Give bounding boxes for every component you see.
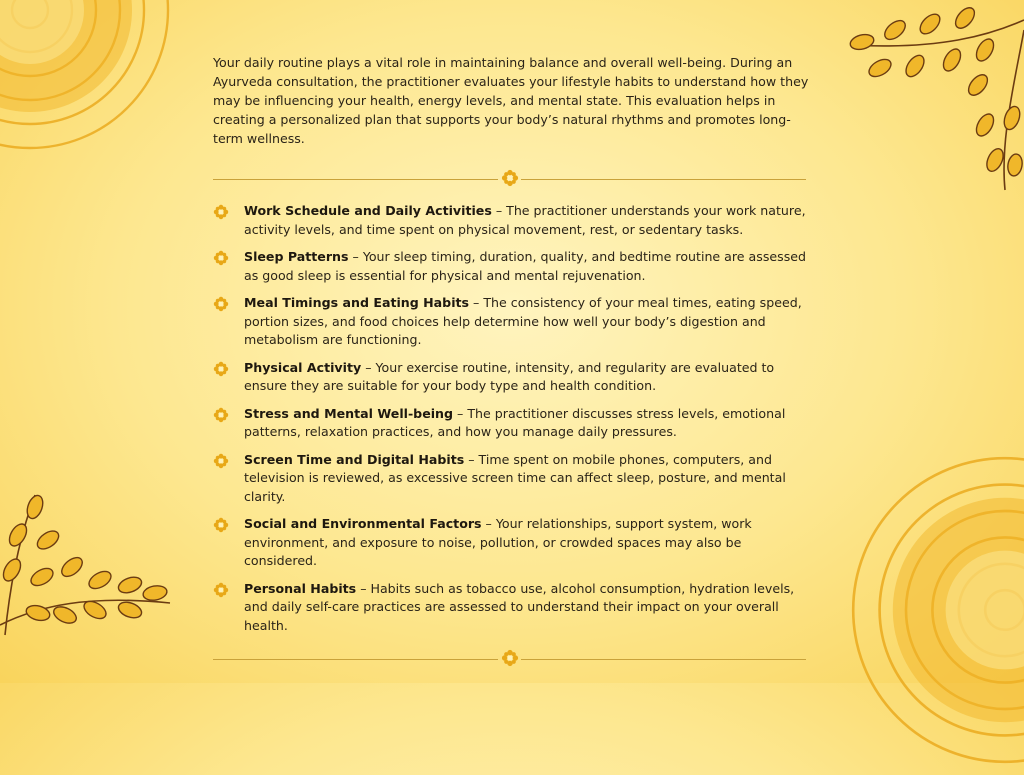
item-title: Personal Habits	[244, 580, 357, 596]
list-item	[213, 294, 813, 350]
item-text: – Your sleep timing, duration, quality, and bedtime routine are assessed as good sleep is essential for physical and mental rejuvenation.	[244, 249, 807, 283]
flower-bullet-icon	[213, 517, 229, 533]
divider	[213, 651, 806, 667]
item-title: Physical Activity	[244, 359, 362, 375]
list-item	[213, 202, 813, 239]
divider-line	[521, 179, 806, 180]
leaf-branch-icon	[0, 485, 175, 650]
item-text: – Your relationships, support system, work environment, and exposure to noise, pollution, or crowded spaces may also be considered.	[244, 516, 752, 568]
assessment-list	[213, 202, 813, 635]
mandala-icon	[0, 0, 180, 160]
list-item	[213, 451, 813, 507]
divider-line	[213, 659, 498, 660]
divider	[213, 171, 806, 187]
item-text: – Time spent on mobile phones, computers, and television is reviewed, as excessive screen time can affect sleep, posture, and mental clarity.	[244, 451, 786, 504]
item-title: Screen Time and Digital Habits	[244, 451, 465, 467]
intro-paragraph: Your daily routine plays a vital role in maintaining balance and overall well-being. During an Ayurveda consultation, the practitioner evaluates your lifestyle habits to understand how they may be influencing your health, energy levels, and mental state. This evaluation helps in creating a personalized plan that supports your body’s natural rhythms and promotes long-term wellness.	[213, 55, 809, 146]
flower-divider-icon	[501, 169, 519, 187]
item-text: – Habits such as tobacco use, alcohol consumption, hydration levels, and daily self-care practices are assessed to understand their impact on your overall health.	[244, 580, 795, 633]
list-item	[213, 515, 813, 571]
divider-line	[213, 179, 498, 180]
item-title: Stress and Mental Well-being	[244, 405, 454, 421]
item-text: – The practitioner understands your work nature, activity levels, and time spent on physical movement, rest, or sedentary tasks.	[244, 203, 806, 237]
flower-bullet-icon	[213, 204, 229, 220]
flower-bullet-icon	[213, 453, 229, 469]
flower-bullet-icon	[213, 361, 229, 377]
mandala-icon	[840, 445, 1024, 775]
list-item	[213, 405, 813, 442]
item-title: Social and Environmental Factors	[244, 516, 482, 531]
item-text: – Your exercise routine, intensity, and regularity are evaluated to ensure they are suitable for your body type and health condition.	[244, 359, 775, 393]
flower-bullet-icon	[213, 407, 229, 423]
flower-bullet-icon	[213, 296, 229, 312]
divider-line	[521, 659, 806, 660]
list-item	[213, 248, 813, 285]
flower-divider-icon	[501, 649, 519, 667]
item-title: Work Schedule and Daily Activities	[244, 203, 492, 218]
flower-bullet-icon	[213, 250, 229, 266]
list-item	[213, 580, 813, 636]
item-title: Sleep Patterns	[244, 249, 349, 264]
flower-bullet-icon	[213, 582, 229, 598]
list-item	[213, 359, 813, 396]
leaf-branch-icon	[840, 0, 1024, 200]
item-title: Meal Timings and Eating Habits	[244, 295, 470, 310]
item-text: – The practitioner discusses stress levels, emotional patterns, relaxation practices, and how you manage daily pressures.	[244, 405, 786, 439]
item-text: – The consistency of your meal times, eating speed, portion sizes, and food choices help determine how well your body’s digestion and metabolism are functioning.	[244, 295, 802, 347]
